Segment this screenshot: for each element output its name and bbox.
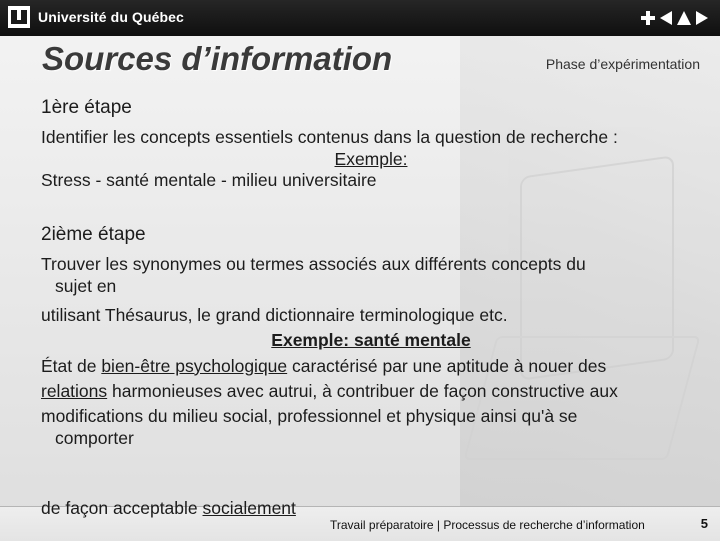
definition-underlined-term: relations bbox=[41, 381, 108, 402]
arrow-right-icon[interactable] bbox=[694, 9, 710, 27]
slide-title: Sources d’information bbox=[42, 40, 393, 77]
footer-text: Travail préparatoire | Processus de recherche d’information bbox=[330, 518, 645, 532]
step1-line: Identifier les concepts essentiels contenus dans la question de recherche : bbox=[41, 127, 618, 148]
definition-underlined-term: bien-être psychologique bbox=[101, 355, 288, 376]
slide-content bbox=[41, 96, 701, 449]
phase-label: Phase d’expérimentation bbox=[545, 56, 700, 72]
university-name: Université du Québec bbox=[38, 9, 184, 25]
step1-heading: 1ère étape bbox=[41, 97, 132, 118]
definition-part: harmonieuses avec autrui, à contribuer de façon constructive aux bbox=[107, 381, 618, 402]
step2-example-label bbox=[41, 330, 701, 351]
step2-example-label-text: Exemple: santé mentale bbox=[271, 330, 471, 351]
step2-line1b: sujet en bbox=[55, 275, 117, 296]
plus-move-icon[interactable] bbox=[640, 9, 656, 27]
definition-line5 bbox=[41, 498, 296, 519]
definition-underlined-term: socialement bbox=[202, 498, 296, 518]
university-logo-icon bbox=[8, 6, 30, 28]
definition-part: caractérisé par une aptitude à nouer des bbox=[287, 355, 607, 376]
arrow-left-icon[interactable] bbox=[658, 9, 674, 27]
definition-line4: comporter bbox=[55, 427, 134, 448]
step2-line2: utilisant Thésaurus, le grand dictionnaire terminologique etc. bbox=[41, 305, 508, 326]
definition-part: État de bbox=[41, 355, 102, 376]
step1-example-label-text: Exemple: bbox=[334, 148, 408, 169]
definition-part: de façon acceptable bbox=[41, 498, 203, 518]
step1-example-text: Stress - santé mentale - milieu universitaire bbox=[41, 169, 377, 190]
step2-line1: Trouver les synonymes ou termes associés aux différents concepts du bbox=[41, 254, 586, 275]
definition-line2 bbox=[41, 381, 701, 402]
definition-line3: modifications du milieu social, professionnel et physique ainsi qu'à se bbox=[41, 406, 578, 427]
arrow-up-icon[interactable] bbox=[676, 9, 692, 27]
definition-line1 bbox=[41, 356, 701, 377]
step1-example-label bbox=[41, 149, 701, 170]
page-number: 5 bbox=[700, 516, 708, 531]
top-bar bbox=[0, 0, 720, 36]
step2-heading: 2ième étape bbox=[41, 224, 146, 246]
slide-navigation bbox=[640, 8, 710, 28]
